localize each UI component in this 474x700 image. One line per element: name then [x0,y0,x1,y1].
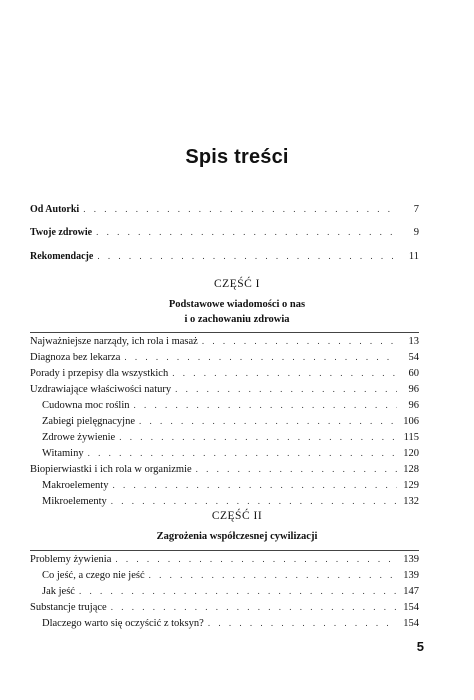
toc-leader-dots [83,202,397,217]
toc-entry-page: 129 [403,480,419,491]
toc-entry-page: 154 [403,618,419,629]
toc-entry-label: Dlaczego warto się oczyścić z toksyn? [42,618,204,629]
toc-leader-dots [115,552,397,567]
toc-entry-page: 13 [408,336,419,347]
toc-entry-page: 128 [403,464,419,475]
toc-leader-dots [149,568,397,583]
toc-entry-page: 96 [408,384,419,395]
toc-entry-label: Twoje zdrowie [30,227,93,238]
toc-leader-dots [119,430,397,445]
toc-leader-dots [139,414,397,429]
toc-entry-label: Rekomendacje [30,251,94,262]
part-2-label: CZĘŚĆ II [211,510,263,522]
toc-leader-dots [208,616,397,631]
toc-entry-page: 54 [408,352,419,363]
toc-leader-dots [124,350,397,365]
toc-subentry[interactable] [30,584,419,599]
toc-leader-dots [79,584,397,599]
toc-leader-dots [202,334,397,349]
toc-entry-label: Porady i przepisy dla wszystkich [30,368,169,379]
toc-entry-label: Zdrowe żywienie [42,432,116,443]
toc-leader-dots [111,600,397,615]
toc-subentry[interactable] [30,494,419,509]
toc-leader-dots [88,446,397,461]
toc-subentry[interactable] [30,446,419,461]
toc-entry-page: 120 [403,448,419,459]
toc-entry[interactable] [30,350,419,365]
toc-entry[interactable] [30,366,419,381]
toc-entry-label: Najważniejsze narządy, ich rola i masaż [30,336,198,347]
toc-entry-label: Mikroelementy [42,496,107,507]
toc-entry-page: 60 [408,368,419,379]
toc-entry-label: Diagnoza bez lekarza [30,352,121,363]
toc-entry[interactable] [30,225,419,240]
toc-leader-dots [96,225,397,240]
part-1-label: CZĘŚĆ I [214,278,260,290]
part-1-title-line-1: Podstawowe wiadomości o nas [168,299,306,310]
toc-entry[interactable] [30,334,419,349]
toc-subentry[interactable] [30,616,419,631]
toc-entry-page: 139 [403,570,419,581]
toc-entry-page: 132 [403,496,419,507]
toc-entry-label: Biopierwiastki i ich rola w organizmie [30,464,192,475]
toc-leader-dots [134,398,398,413]
toc-entry-page: 139 [403,554,419,565]
toc-subentry[interactable] [30,414,419,429]
toc-subentry[interactable] [30,430,419,445]
part-2-title: Zagrożenia współczesnej cywilizacji [156,531,318,542]
toc-entry[interactable] [30,600,419,615]
part-1-divider [30,332,419,333]
toc-entry-page: 7 [413,204,419,215]
toc-entry[interactable] [30,202,419,217]
toc-entry-page: 106 [403,416,419,427]
toc-entry[interactable] [30,382,419,397]
part-1-title-line-2: i o zachowaniu zdrowia [184,314,290,325]
toc-leader-dots [175,382,397,397]
toc-entry[interactable] [30,552,419,567]
toc-entry-page: 147 [403,586,419,597]
toc-leader-dots [111,494,397,509]
toc-entry-label: Problemy żywienia [30,554,112,565]
toc-leader-dots [196,462,397,477]
toc-entry-label: Jak jeść [42,586,75,597]
toc-entry-label: Zabiegi pielęgnacyjne [42,416,135,427]
toc-subentry[interactable] [30,568,419,583]
toc-entry-label: Witaminy [42,448,84,459]
toc-entry-label: Od Autorki [30,204,80,215]
toc-leader-dots [172,366,397,381]
toc-subentry[interactable] [30,478,419,493]
toc-entry-page: 154 [403,602,419,613]
part-2-divider [30,550,419,551]
toc-entry-label: Uzdrawiające właściwości natury [30,384,172,395]
toc-entry[interactable] [30,462,419,477]
toc-entry-label: Makroelementy [42,480,109,491]
toc-subentry[interactable] [30,398,419,413]
toc-leader-dots [97,249,397,264]
page-title: Spis treści [185,146,289,168]
toc-entry-label: Cudowna moc roślin [42,400,130,411]
toc-leader-dots [112,478,397,493]
toc-entry-label: Substancje trujące [30,602,107,613]
toc-entry[interactable] [30,249,419,264]
toc-entry-page: 11 [408,251,419,262]
page-number: 5 [416,639,424,654]
toc-entry-page: 9 [413,227,419,238]
toc-entry-page: 96 [408,400,419,411]
toc-entry-page: 115 [403,432,419,443]
toc-entry-label: Co jeść, a czego nie jeść [42,570,145,581]
